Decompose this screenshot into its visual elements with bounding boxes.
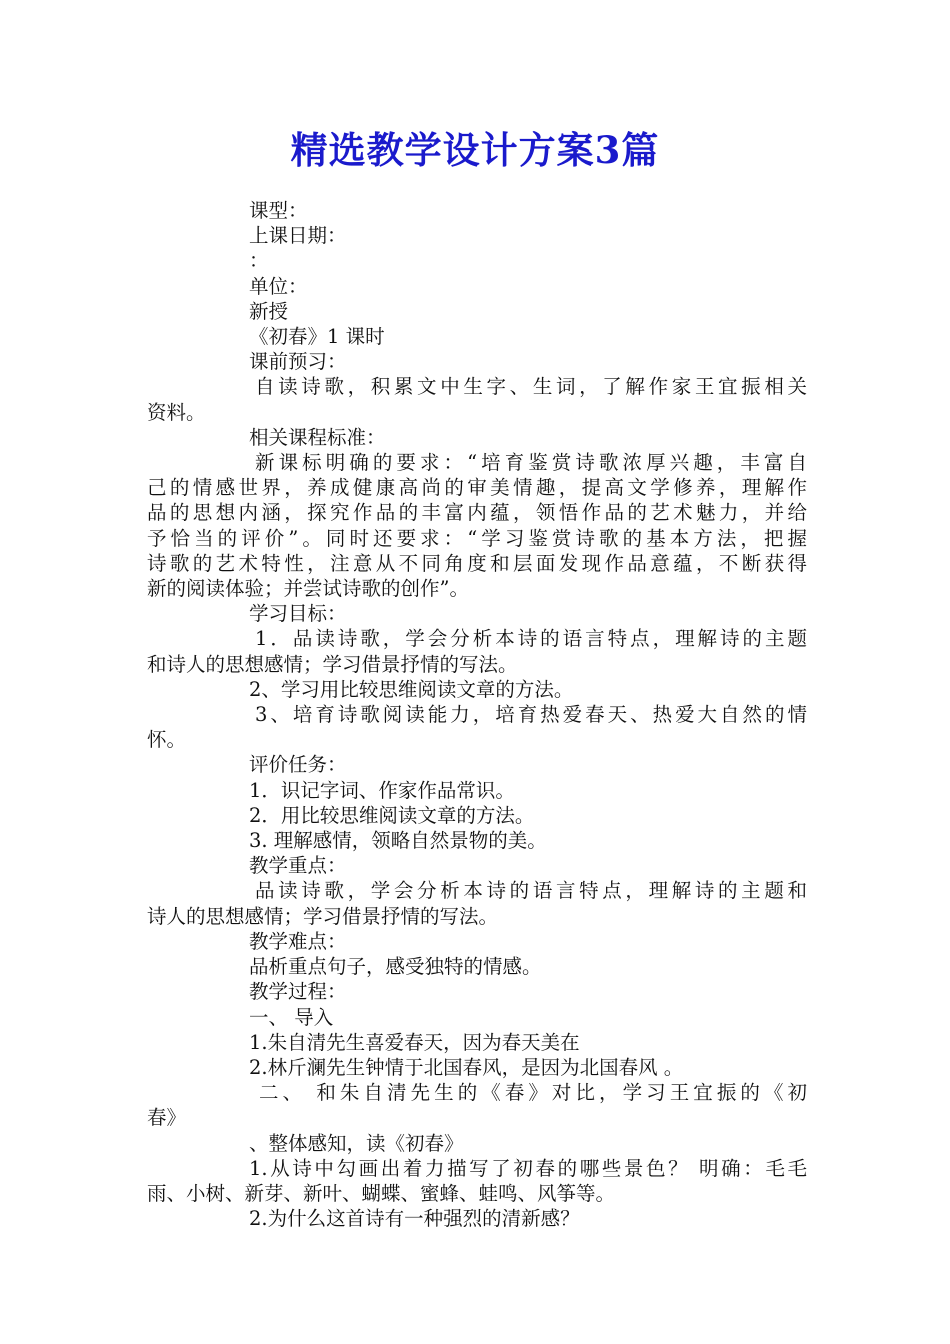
body-line: 2.林斤澜先生钟情于北国春风，是因为北国春风 。 — [249, 1055, 684, 1079]
body-line: 怀。 — [147, 728, 187, 752]
body-line: 教学重点： — [249, 854, 347, 878]
body-line: 2．用比较思维阅读文章的方法。 — [249, 803, 535, 827]
body-line: 春》 — [147, 1106, 187, 1130]
body-line: 和诗人的思想感情；学习借景抒情的写法。 — [147, 652, 518, 676]
body-line: 品的思想内涵，探究作品的丰富内蕴，领悟作品的艺术魅力，并给 — [147, 501, 807, 525]
body-line: 二、 和朱自清先生的《春》对比，学习王宜振的《初 — [259, 1081, 807, 1105]
body-line: 学习目标： — [249, 602, 347, 626]
body-line: 1．识记字词、作家作品常识。 — [249, 778, 515, 802]
body-line: 己的情感世界，养成健康高尚的审美情趣，提高文学修养，理解作 — [147, 476, 807, 500]
body-line: 资料。 — [147, 400, 206, 424]
body-line: 自读诗歌，积累文中生字、生词，了解作家王宜振相关 — [255, 375, 807, 399]
body-line: 教学难点： — [249, 929, 347, 953]
body-line: 3、培育诗歌阅读能力，培育热爱春天、热爱大自然的情 — [255, 703, 807, 727]
body-line: 1．品读诗歌，学会分析本诗的语言特点，理解诗的主题 — [255, 627, 807, 651]
body-line: 上课日期： — [249, 224, 347, 248]
body-line: 2、学习用比较思维阅读文章的方法。 — [249, 677, 574, 701]
body-line: 教学过程： — [249, 980, 347, 1004]
document-title: 精选教学设计方案3篇 — [290, 128, 660, 172]
body-line: 单位： — [249, 274, 308, 298]
body-line: 诗人的思想感情；学习借景抒情的写法。 — [147, 904, 499, 928]
document-body — [147, 198, 807, 1231]
body-line: 3. 理解感情，领略自然景物的美。 — [249, 829, 547, 853]
body-line: 1.朱自清先生喜爱春天，因为春天美在 — [249, 1030, 580, 1054]
body-line: 、整体感知，读《初春》 — [249, 1131, 464, 1155]
body-line: 雨、小树、新芽、新叶、蝴蝶、蜜蜂、蛙鸣、风筝等。 — [147, 1181, 616, 1205]
body-line: 予恰当的评价”。同时还要求：“学习鉴赏诗歌的基本方法，把握 — [147, 526, 807, 550]
body-line: 新课标明确的要求：“培育鉴赏诗歌浓厚兴趣，丰富自 — [255, 451, 807, 475]
body-line: 诗歌的艺术特性，注意从不同角度和层面发现作品意蕴，不断获得 — [147, 551, 807, 575]
body-line: 评价任务： — [249, 753, 347, 777]
body-line: 相关课程标准： — [249, 425, 386, 449]
body-line: 课前预习： — [249, 350, 347, 374]
body-line: 品析重点句子，感受独特的情感。 — [249, 955, 542, 979]
body-line: 新授 — [249, 299, 289, 323]
body-line: 一、 导入 — [249, 1005, 334, 1029]
body-line: 品读诗歌，学会分析本诗的语言特点，理解诗的主题和 — [255, 879, 807, 903]
body-line: 课型： — [249, 199, 308, 222]
body-line: ： — [249, 249, 269, 273]
body-line: 2.为什么这首诗有一种强烈的清新感？ — [249, 1207, 580, 1231]
body-line: 1.从诗中勾画出着力描写了初春的哪些景色？ 明确：毛毛 — [249, 1156, 807, 1180]
body-line: 《初春》1 课时 — [249, 325, 385, 349]
body-line: 新的阅读体验；并尝试诗歌的创作”。 — [147, 577, 469, 601]
